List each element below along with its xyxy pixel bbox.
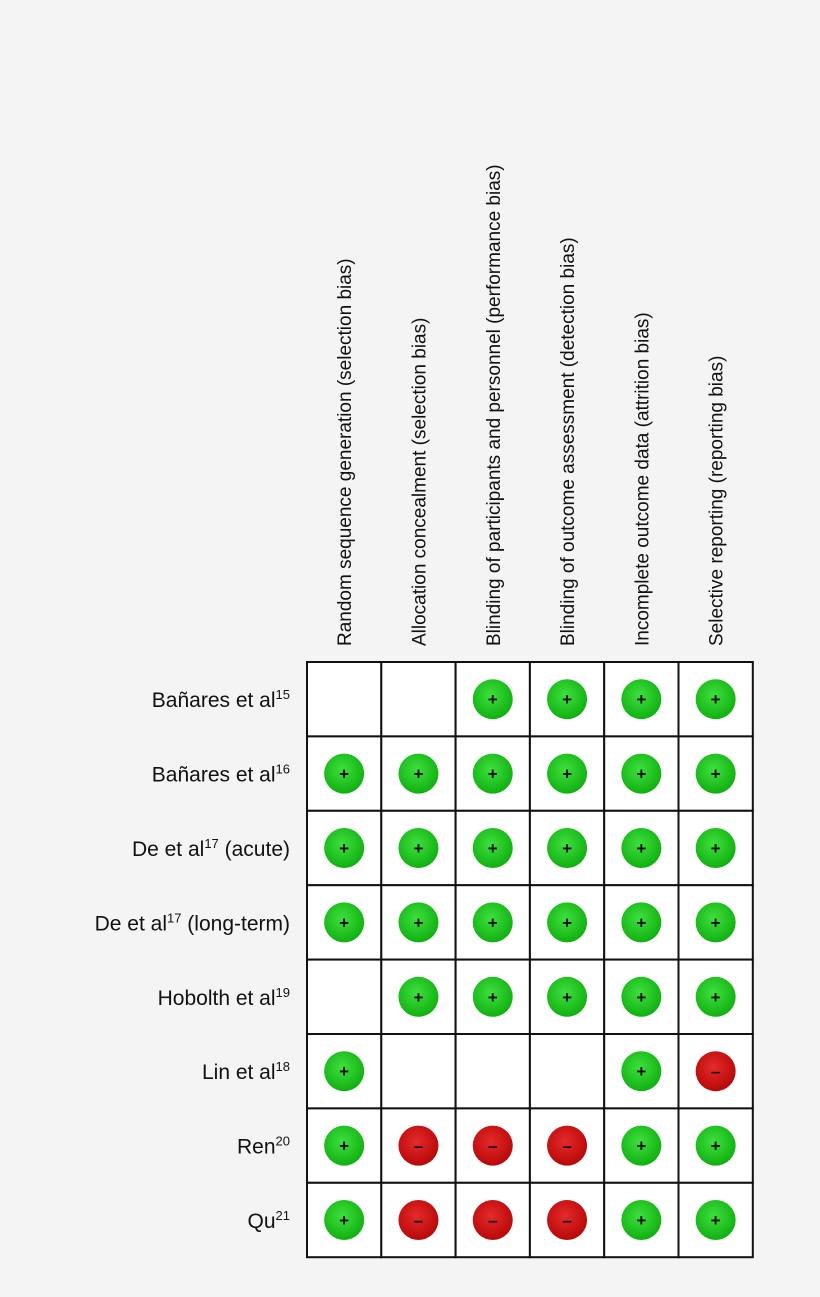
grid-cell (381, 662, 455, 736)
low-risk-mark (696, 1126, 736, 1166)
row-label (237, 1134, 290, 1159)
row-label-name: Qu (247, 1210, 276, 1233)
low-risk-mark (547, 679, 587, 719)
mark-symbol: + (413, 913, 424, 933)
column-label: Blinding of participants and personnel (performance bias) (483, 164, 505, 646)
low-risk-mark (696, 902, 736, 942)
low-risk-mark (621, 902, 661, 942)
mark-symbol: + (413, 839, 424, 858)
row-label-name: Ren (237, 1135, 276, 1159)
mark-symbol: + (413, 987, 424, 1007)
mark-symbol: + (636, 839, 647, 858)
mark-symbol: + (562, 839, 573, 858)
low-risk-mark (621, 1200, 661, 1240)
row-label (132, 836, 290, 861)
mark-symbol: – (562, 1136, 572, 1156)
low-risk-mark (398, 828, 438, 868)
high-risk-mark (398, 1126, 438, 1166)
row-label-sup: 15 (275, 687, 290, 703)
column-label: Incomplete outcome data (attrition bias) (632, 312, 654, 646)
row-label-sup: 19 (275, 984, 290, 1000)
low-risk-mark (621, 1051, 661, 1091)
row-label (248, 1208, 290, 1233)
low-risk-mark (621, 828, 661, 868)
mark-symbol: + (636, 1136, 647, 1156)
mark-symbol: + (636, 1211, 647, 1230)
mark-symbol: + (710, 690, 721, 710)
grid-cell (456, 1034, 530, 1108)
mark-symbol: + (339, 1062, 350, 1082)
low-risk-mark (473, 902, 513, 942)
row-label-name: Lin et al (201, 1061, 276, 1085)
low-risk-mark (696, 977, 736, 1017)
row-label-sup: 21 (275, 1208, 290, 1223)
row-label-sup: 18 (275, 1059, 290, 1075)
low-risk-mark (547, 902, 587, 942)
mark-symbol: + (339, 1136, 350, 1156)
mark-symbol: + (339, 1211, 350, 1230)
mark-symbol: – (488, 1211, 498, 1230)
low-risk-mark (473, 679, 513, 719)
high-risk-mark (696, 1051, 736, 1091)
row-label-name: De et al (94, 912, 167, 936)
mark-symbol: + (710, 839, 721, 858)
mark-symbol: + (710, 1136, 721, 1156)
mark-symbol: + (339, 839, 350, 858)
mark-symbol: + (636, 913, 647, 933)
high-risk-mark (547, 1126, 587, 1166)
high-risk-mark (547, 1200, 587, 1240)
low-risk-mark (324, 1126, 364, 1166)
low-risk-mark (547, 828, 587, 868)
low-risk-mark (621, 679, 661, 719)
low-risk-mark (621, 977, 661, 1017)
row-label-suffix: (long-term) (181, 912, 290, 936)
mark-symbol: + (413, 764, 424, 784)
low-risk-mark (398, 902, 438, 942)
row-label-sup: 17 (204, 836, 219, 851)
row-label-name: Hobolth et al (157, 986, 276, 1010)
grid (307, 662, 753, 1257)
mark-symbol: + (562, 764, 573, 784)
row-label-sup: 20 (275, 1133, 290, 1149)
row-label-sup: 16 (275, 761, 290, 777)
mark-symbol: + (636, 690, 647, 710)
low-risk-mark (621, 1126, 661, 1166)
mark-symbol: + (339, 913, 350, 933)
column-label: Random sequence generation (selection bias) (335, 258, 357, 646)
row-label (158, 985, 290, 1010)
low-risk-mark (473, 828, 513, 868)
row-label-name: De et al (131, 838, 205, 861)
mark-symbol: + (562, 690, 573, 710)
mark-symbol: + (710, 987, 721, 1007)
mark-symbol: + (487, 987, 498, 1007)
high-risk-mark (473, 1200, 513, 1240)
mark-symbol: + (487, 690, 498, 710)
mark-symbol: + (487, 913, 498, 933)
grid-cell (381, 1034, 455, 1108)
mark-symbol: – (562, 1211, 572, 1230)
mark-symbol: – (710, 1062, 721, 1082)
column-label: Blinding of outcome assessment (detection bias) (558, 237, 580, 646)
row-label-name: Bañares et al (151, 689, 276, 713)
row-label-sup: 17 (167, 910, 182, 926)
low-risk-mark (324, 902, 364, 942)
mark-symbol: – (488, 1136, 498, 1156)
low-risk-mark (547, 977, 587, 1017)
low-risk-mark (398, 977, 438, 1017)
mark-symbol: + (636, 987, 647, 1007)
high-risk-mark (398, 1200, 438, 1240)
mark-symbol: + (710, 764, 721, 784)
low-risk-mark (696, 679, 736, 719)
row-label-name: Bañares et al (151, 763, 276, 787)
mark-symbol: + (487, 764, 498, 784)
low-risk-mark (696, 754, 736, 794)
grid-cell (307, 662, 381, 736)
row-label (152, 762, 290, 787)
low-risk-mark (324, 1051, 364, 1091)
mark-symbol: – (413, 1136, 424, 1156)
low-risk-mark (324, 1200, 364, 1240)
mark-symbol: + (562, 987, 573, 1007)
grid-cell (530, 1034, 604, 1108)
low-risk-mark (621, 754, 661, 794)
column-label: Allocation concealment (selection bias) (409, 317, 431, 646)
low-risk-mark (324, 754, 364, 794)
low-risk-mark (547, 754, 587, 794)
column-labels (335, 164, 728, 646)
row-labels (95, 687, 290, 1233)
row-label (152, 687, 290, 712)
low-risk-mark (696, 828, 736, 868)
mark-symbol: + (710, 1211, 721, 1230)
mark-symbol: + (562, 913, 573, 933)
mark-symbol: + (636, 1062, 647, 1082)
mark-symbol: – (413, 1211, 424, 1230)
high-risk-mark (473, 1126, 513, 1166)
row-label-suffix: (acute) (218, 838, 290, 861)
low-risk-mark (398, 754, 438, 794)
grid-cell (307, 960, 381, 1034)
low-risk-mark (473, 977, 513, 1017)
mark-symbol: + (339, 764, 350, 784)
mark-symbol: + (636, 764, 647, 784)
low-risk-mark (696, 1200, 736, 1240)
row-label (202, 1059, 290, 1084)
mark-symbol: + (487, 839, 498, 858)
column-label: Selective reporting (reporting bias) (706, 355, 728, 646)
mark-symbol: + (710, 913, 721, 933)
row-label (95, 910, 290, 935)
low-risk-mark (473, 754, 513, 794)
low-risk-mark (324, 828, 364, 868)
